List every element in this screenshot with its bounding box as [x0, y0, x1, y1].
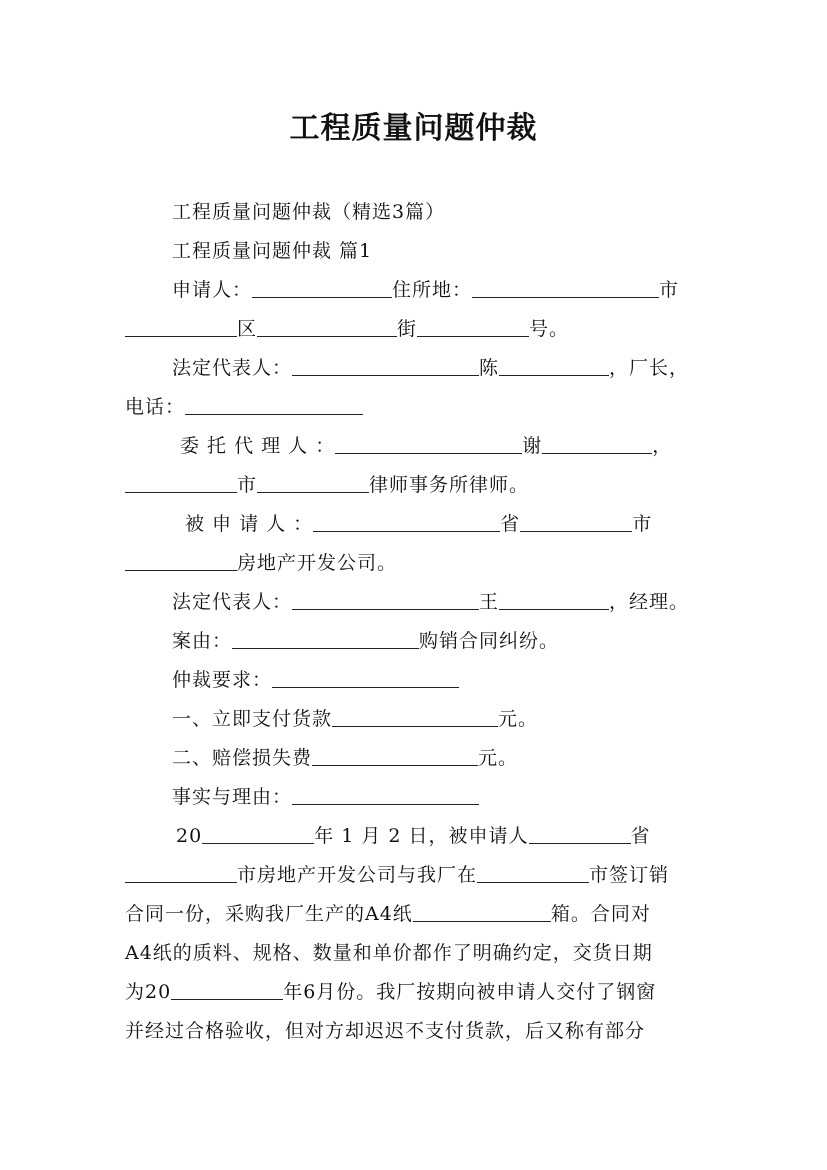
- blank: [472, 278, 659, 298]
- label: 委 托 代 理 人 ：: [180, 435, 336, 457]
- blank: [313, 512, 500, 532]
- blank: [335, 434, 522, 454]
- body-line-6: [125, 1018, 645, 1044]
- claim-2-line: [172, 745, 518, 771]
- blank: [272, 668, 459, 688]
- blank: [520, 512, 632, 532]
- section-heading: [172, 238, 372, 264]
- label: 市: [237, 474, 258, 496]
- label: ，: [652, 435, 673, 457]
- text: 省: [630, 825, 651, 847]
- legal-rep-line-2: [172, 589, 689, 615]
- label: 被 申 请 人 ：: [185, 513, 314, 535]
- respondent-line: [185, 511, 652, 537]
- label: 申请人：: [172, 279, 253, 301]
- label: 王: [479, 591, 500, 613]
- blank: [499, 356, 609, 376]
- body-line-4: [125, 940, 653, 966]
- legal-rep-line: [172, 355, 689, 381]
- label: 省: [500, 513, 521, 535]
- blank: [292, 356, 479, 376]
- label: ，厂长，: [609, 357, 690, 379]
- blank: [125, 473, 237, 493]
- label: 律师事务所律师。: [369, 474, 530, 496]
- label: 法定代表人：: [172, 591, 293, 613]
- facts-line: [172, 784, 479, 810]
- label: 市: [659, 279, 680, 301]
- subtitle-line: [172, 199, 445, 225]
- blank: [413, 902, 551, 922]
- text: A4纸的质料、规格、数量和单价都作了明确约定，交货日期: [125, 942, 653, 964]
- body-line-3: [125, 901, 651, 927]
- blank: [125, 551, 237, 571]
- label: 事实与理由：: [172, 786, 293, 808]
- text: 市房地产开发公司与我厂在: [237, 864, 478, 886]
- blank: [232, 629, 419, 649]
- label: 号。: [529, 318, 570, 340]
- label: 元。: [498, 708, 539, 730]
- claims-line: [172, 667, 459, 693]
- blank: [477, 863, 589, 883]
- case-cause-line: [172, 628, 559, 654]
- body-line-5: [125, 979, 656, 1005]
- label: 仲裁要求：: [172, 669, 273, 691]
- blank: [417, 317, 529, 337]
- label: 房地产开发公司。: [237, 552, 398, 574]
- text: 合同一份，采购我厂生产的A4纸: [125, 903, 413, 925]
- blank: [125, 317, 237, 337]
- blank: [257, 317, 397, 337]
- blank: [292, 590, 479, 610]
- label: 谢: [522, 435, 543, 457]
- text: 为20: [125, 981, 172, 1003]
- blank: [292, 785, 479, 805]
- company-line: [125, 550, 397, 576]
- label: 元。: [478, 747, 519, 769]
- text: 年 1 月 2 日，被申请人: [314, 825, 529, 847]
- law-firm-line: [125, 472, 529, 498]
- blank: [257, 473, 369, 493]
- document-title: 工程质量问题仲裁: [289, 111, 538, 146]
- blank: [185, 395, 363, 415]
- label: 区: [237, 318, 258, 340]
- text: 20: [176, 825, 203, 847]
- label: ，经理。: [609, 591, 690, 613]
- agent-line: [180, 433, 672, 459]
- blank: [529, 824, 631, 844]
- label: 案由：: [172, 630, 233, 652]
- blank: [499, 590, 609, 610]
- label: 街: [397, 318, 418, 340]
- text: 年6月份。我厂按期向被申请人交付了钢窗: [283, 981, 657, 1003]
- blank: [202, 824, 314, 844]
- phone-line: [125, 394, 363, 420]
- address-line: [125, 316, 569, 342]
- label: 住所地：: [392, 279, 473, 301]
- body-line-1: [176, 823, 651, 849]
- blank: [171, 980, 283, 1000]
- text: 箱。合同对: [550, 903, 651, 925]
- blank: [332, 707, 498, 727]
- label: 法定代表人：: [172, 357, 293, 379]
- claim-1-line: [172, 706, 538, 732]
- applicant-line: [172, 277, 679, 303]
- label: 二、赔偿损失费: [172, 747, 313, 769]
- blank: [542, 434, 652, 454]
- text: 并经过合格验收，但对方却迟迟不支付货款，后又称有部分: [125, 1020, 646, 1042]
- blank: [252, 278, 392, 298]
- label: 市: [632, 513, 653, 535]
- text: 工程质量问题仲裁 篇1: [172, 240, 373, 262]
- body-line-2: [125, 862, 669, 888]
- label: 陈: [479, 357, 500, 379]
- blank: [125, 863, 237, 883]
- text: 市签订销: [589, 864, 670, 886]
- label: 一、立即支付货款: [172, 708, 333, 730]
- label: 电话：: [125, 396, 186, 418]
- blank: [312, 746, 478, 766]
- label: 购销合同纠纷。: [419, 630, 560, 652]
- text: 工程质量问题仲裁（精选3篇）: [172, 201, 446, 223]
